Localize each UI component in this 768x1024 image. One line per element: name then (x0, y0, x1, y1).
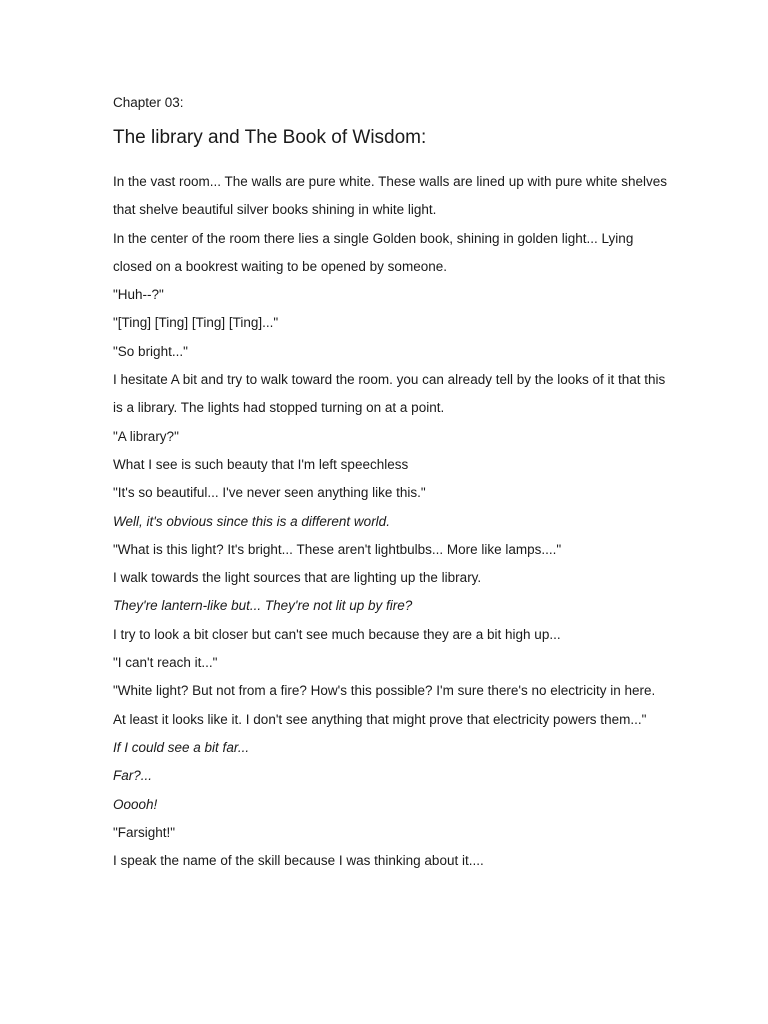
paragraph: I hesitate A bit and try to walk toward the room. you can already tell by the looks of it that this is a library. The lights had stopped turning on at a point. (113, 372, 666, 416)
paragraph: "A library?" (113, 428, 179, 444)
paragraph: I try to look a bit closer but can't see much because they are a bit high up... (113, 626, 561, 642)
paragraph: "It's so beautiful... I've never seen anything like this." (113, 485, 426, 501)
paragraph: What I see is such beauty that I'm left speechless (113, 456, 409, 472)
paragraph: They're lantern-like but... They're not lit up by fire? (113, 598, 413, 614)
paragraph: Ooooh! (113, 796, 158, 812)
paragraph: I speak the name of the skill because I was thinking about it.... (113, 853, 484, 869)
paragraph: "Farsight!" (113, 824, 176, 840)
chapter-title: The library and The Book of Wisdom: (113, 127, 427, 148)
paragraph: Far?... (113, 768, 153, 784)
paragraph: Well, it's obvious since this is a different world. (113, 513, 390, 529)
paragraph: "[Ting] [Ting] [Ting] [Ting]..." (113, 315, 279, 331)
chapter-body (113, 168, 668, 875)
paragraph: "So bright..." (113, 343, 188, 359)
paragraph: "White light? But not from a fire? How's this possible? I'm sure there's no electricity in here. At least it looks like it. I don't see anything that might prove that electricity powers them..." (113, 683, 656, 727)
paragraph: "What is this light? It's bright... These aren't lightbulbs... More like lamps...." (113, 541, 562, 557)
paragraph: I walk towards the light sources that are lighting up the library. (113, 570, 482, 586)
paragraph: "I can't reach it..." (113, 655, 218, 671)
chapter-label: Chapter 03: (113, 95, 184, 110)
paragraph: In the vast room... The walls are pure white. These walls are lined up with pure white shelves that shelve beautiful silver books shining in white light. (113, 174, 668, 218)
paragraph: If I could see a bit far... (113, 739, 250, 755)
paragraph: "Huh--?" (113, 287, 164, 303)
paragraph: In the center of the room there lies a single Golden book, shining in golden light... Lying closed on a bookrest waiting to be opened by someone. (113, 230, 634, 274)
